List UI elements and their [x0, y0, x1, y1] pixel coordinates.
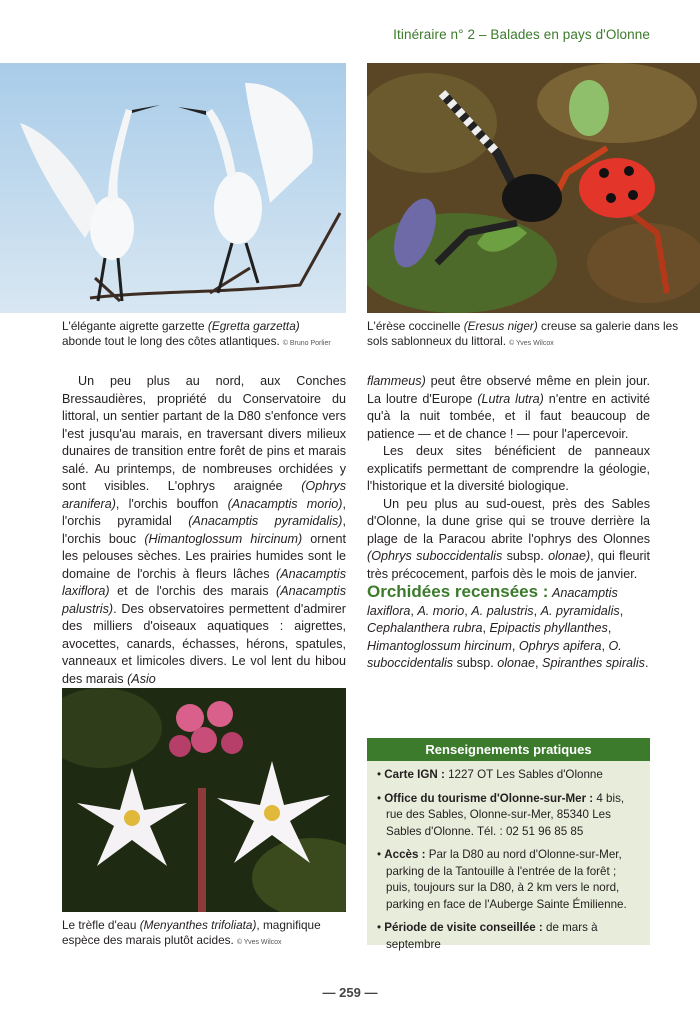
paragraph-conches: Un peu plus au nord, aux Conches Bressaudières, propriété du Conservatoire du littoral, un sentier partant de la D80 s'enfonce vers l'est jusqu'au marais, en traversant divers milieux dunaires de transition entre forêt de pins et marais salé. Au printemps, de nombreuses orchidées y sont visibles. L'ophrys araignée (Ophrys aranifera), l'orchis bouffon (Anacamptis morio), l'orchis pyramidal (Anacamptis pyramidalis), l'orchis bouc (Himantoglossum hircinum) ornent les pelouses sèches. Les prairies humides sont le domaine de l'orchis à fleurs lâches (Anacamptis laxiflora) et de l'orchis des marais (Anacamptis palustris). Des observatoires permettent d'admirer des milliers d'oiseaux aquatiques : aigrettes, avocettes, canards, échasses, hérons, spatules, vanneaux et limicoles divers. Le vol lent du hibou des marais (Asio — [62, 374, 347, 686]
egret-credit: © Bruno Porlier — [282, 339, 331, 347]
info-item-tourism-office: • Office du tourisme d'Olonne-sur-Mer : 4 bis, rue des Sables, Olonne-sur-Mer, 85340 Les Sables d'Olonne. Tél. : 02 51 96 85 85 — [377, 791, 625, 838]
spider-credit: © Yves Wilcox — [509, 339, 554, 347]
egret-caption: L'élégante aigrette garzette (Egretta garzetta) abonde tout le long des côtes atlantiques. © Bruno Porlier — [62, 319, 331, 348]
paragraph-dune: Un peu plus au sud-ouest, près des Sables d'Olonne, la dune grise qui se trouve derrière la plage de la Paracou abrite l'ophrys des Olonnes (Ophrys suboccidentalis subsp. olonae), qui fleurit très précocement, parfois dès le mois de janvier. — [367, 496, 650, 581]
bogbean-credit: © Yves Wilcox — [236, 938, 282, 946]
info-item-access: • Accès : Par la D80 au nord d'Olonne-sur-Mer, parking de la Tantouille à l'entrée de la forêt ; puis, toujours sur la D80, à 2 km vers le nord, parking en face de l'Auberge Sainte Émilienne. — [377, 848, 627, 911]
practical-info-box — [367, 738, 650, 951]
running-header: Itinéraire n° 2 – Balades en pays d'Olonne — [393, 27, 650, 42]
paragraph-continued: flammeus) peut être observé même en plein jour. La loutre d'Europe (Lutra lutra) n'entre en activité qu'à la nuit tombée, et il faut beaucoup de patience — et de chance ! — pour l'apercevoir. — [367, 374, 650, 441]
orchid-list: Orchidées recensées : Anacamptis laxiflora, A. morio, A. palustris, A. pyramidalis, Cephalanthera rubra, Epipactis phyllanthes, Himantoglossum hircinum, Ophrys apifera, O. suboccidentalis subsp. olonae, Spiranthes spiralis. — [367, 582, 649, 670]
info-item-visit-period: • Période de visite conseillée : de mars à septembre — [377, 921, 598, 951]
left-column — [62, 373, 346, 688]
orchid-list-title: Orchidées recensées : — [367, 582, 549, 601]
right-column — [367, 373, 650, 673]
egret-photo — [0, 63, 346, 313]
practical-info-title: Renseignements pratiques — [367, 738, 650, 761]
bogbean-caption: Le trèfle d'eau (Menyanthes trifoliata), magnifique espèce des marais plutôt acides. © Yves Wilcox — [62, 918, 321, 947]
spider-caption: L'érèse coccinelle (Eresus niger) creuse sa galerie dans les sols sablonneux du littoral. © Yves Wilcox — [367, 319, 679, 348]
paragraph-panels: Les deux sites bénéficient de panneaux explicatifs permettant de comprendre la géologie, l'historique et la diversité biologique. — [367, 444, 650, 493]
info-item-map: • Carte IGN : 1227 OT Les Sables d'Olonne — [377, 768, 603, 781]
page-number: — 259 — — [322, 985, 378, 1000]
bogbean-photo — [62, 688, 346, 912]
spider-photo — [367, 63, 700, 313]
